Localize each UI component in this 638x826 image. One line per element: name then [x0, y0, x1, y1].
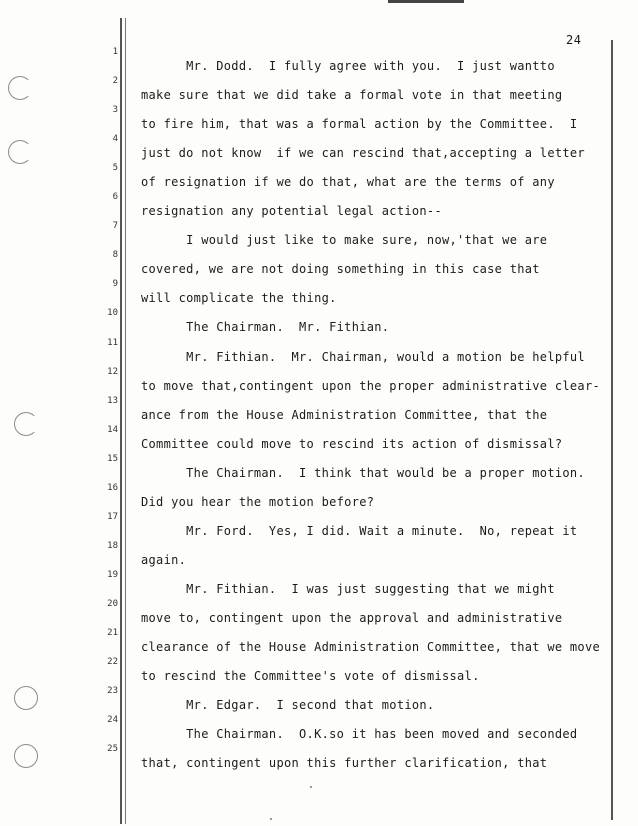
line-number: 14 [107, 424, 118, 435]
line-number: 16 [107, 482, 118, 493]
transcript-line: make sure that we did take a formal vote in that meeting [141, 88, 563, 103]
line-number: 11 [107, 337, 118, 348]
line-number: 19 [107, 569, 118, 580]
transcript-line: Mr. Dodd. I fully agree with you. I just wantto [141, 59, 555, 73]
binder-hole-mark [8, 140, 32, 164]
transcript-line: resignation any potential legal action-- [141, 204, 442, 219]
transcript-line: covered, we are not doing something in this case that [141, 262, 540, 277]
transcript-line: The Chairman. I think that would be a proper motion. [141, 465, 585, 480]
line-number: 9 [112, 279, 118, 290]
line-number: 5 [112, 163, 118, 174]
transcript-line: will complicate the thing. [141, 291, 337, 306]
right-margin-rule [611, 40, 613, 820]
transcript-line: I would just like to make sure, now,'that we are [141, 233, 548, 248]
transcript-line: Did you hear the motion before? [141, 494, 375, 509]
transcript-line: ance from the House Administration Committee, that the [141, 407, 548, 422]
line-number: 21 [107, 628, 118, 638]
transcript-line: to fire him, that was a formal action by the Committee. I [141, 117, 578, 132]
transcript-line: clearance of the House Administration Committee, that we move [141, 640, 601, 654]
transcript-line: to rescind the Committee's vote of dismissal. [141, 669, 480, 684]
left-margin-rule [120, 18, 122, 824]
transcript-line: just do not know if we can rescind that,accepting a letter [141, 146, 585, 161]
line-number: 23 [107, 686, 118, 697]
line-number: 3 [112, 105, 118, 116]
transcript-line: Committee could move to rescind its action of dismissal? [141, 436, 563, 451]
binder-hole-mark [14, 412, 38, 436]
transcript-line: Mr. Fithian. I was just suggesting that we might [141, 581, 555, 596]
page-number: 24 [566, 33, 582, 47]
line-number: 2 [112, 76, 118, 87]
line-number: 20 [107, 598, 118, 609]
line-number: 7 [112, 221, 118, 232]
paper-speck [270, 818, 272, 820]
transcript-line: move to, contingent upon the approval and administrative [141, 610, 563, 625]
transcript-line: Mr. Fithian. Mr. Chairman, would a motion be helpful [141, 349, 585, 364]
transcript-line: Mr. Ford. Yes, I did. Wait a minute. No, repeat it [141, 523, 578, 538]
line-number: 18 [107, 540, 118, 551]
top-edge-mark [388, 0, 464, 3]
line-number: 8 [112, 250, 118, 261]
transcript-line: of resignation if we do that, what are the terms of any [141, 175, 555, 190]
transcript-line: Mr. Edgar. I second that motion. [141, 698, 435, 713]
line-number: 4 [112, 134, 118, 145]
line-number: 12 [107, 366, 118, 377]
transcript-line: The Chairman. Mr. Fithian. [141, 320, 390, 335]
binder-hole-mark [8, 76, 32, 100]
line-number: 6 [112, 192, 118, 203]
line-number: 25 [107, 744, 118, 755]
line-number: 1 [112, 47, 118, 57]
line-number: 24 [107, 715, 118, 726]
line-number: 13 [107, 395, 118, 406]
binder-hole-mark [14, 744, 38, 768]
transcript-line: The Chairman. O.K.so it has been moved and seconded [141, 727, 578, 742]
line-number: 15 [107, 453, 118, 464]
transcript-line: to move that,contingent upon the proper administrative clear- [141, 378, 601, 393]
transcript-line: again. [141, 552, 187, 567]
binder-hole-mark [14, 686, 38, 710]
line-number: 10 [107, 308, 118, 319]
line-number: 22 [107, 657, 118, 668]
paper-speck [310, 786, 312, 788]
transcript-line: that, contingent upon this further clarification, that [141, 756, 548, 771]
line-number: 17 [107, 511, 118, 522]
left-margin-rule-inner [125, 18, 126, 824]
